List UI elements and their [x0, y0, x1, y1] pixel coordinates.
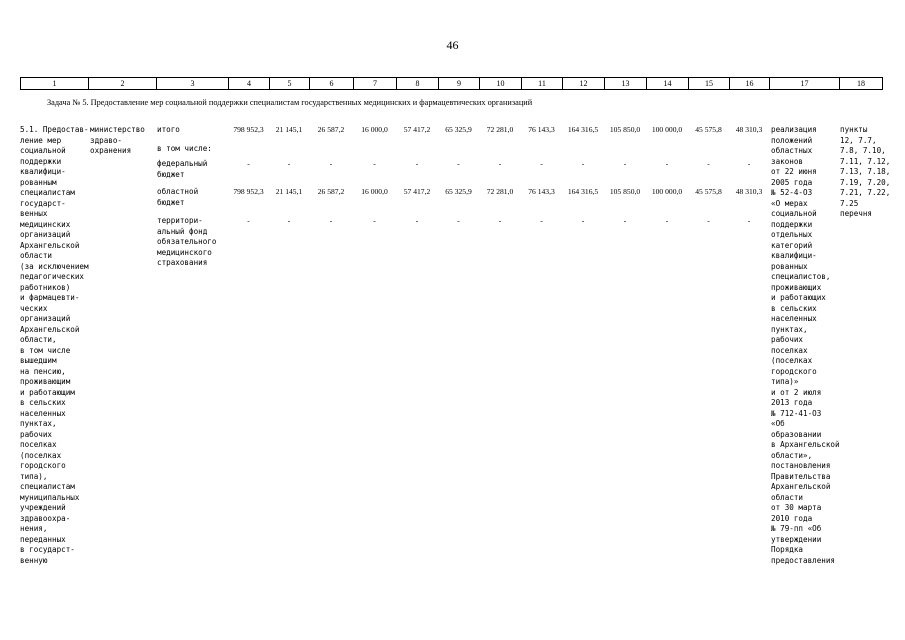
value-tfoms-col-4: -	[247, 216, 250, 225]
value-regional-col-11: 76 143,3	[528, 187, 555, 196]
value-total-col-9: 65 325,9	[445, 125, 472, 134]
responsible-executor: министерство здраво- охранения	[90, 125, 145, 155]
header-col-10: 10	[479, 78, 521, 89]
value-tfoms-col-12: -	[581, 216, 585, 225]
value-total-col-15: 45 575,8	[695, 125, 722, 134]
value-federal-col-16: -	[747, 159, 751, 168]
header-col-12: 12	[562, 78, 604, 89]
value-tfoms-col-5: -	[287, 216, 291, 225]
value-regional-col-10: 72 281,0	[486, 187, 514, 196]
value-tfoms-col-11: -	[540, 216, 543, 225]
value-federal-col-5: -	[287, 159, 291, 168]
value-federal-col-7: -	[373, 159, 376, 168]
value-total-col-12: 164 316,5	[567, 125, 599, 134]
header-col-7: 7	[353, 78, 396, 89]
value-regional-col-8: 57 417,2	[403, 187, 431, 196]
column-number-header	[20, 77, 883, 90]
header-col-1: 1	[20, 78, 88, 89]
source-federal-label: федеральный бюджет	[157, 159, 208, 179]
header-col-5: 5	[269, 78, 309, 89]
value-total-col-13: 105 850,0	[609, 125, 641, 134]
value-tfoms-col-13: -	[623, 216, 627, 225]
value-regional-col-12: 164 316,5	[567, 187, 599, 196]
value-regional-col-16: 48 310,3	[735, 187, 763, 196]
value-total-col-4: 798 952,3	[233, 125, 264, 134]
header-col-18: 18	[839, 78, 883, 89]
value-federal-col-9: -	[457, 159, 460, 168]
task-title: Задача № 5. Предоставление мер социальной поддержки специалистам государственных медицинских и фармацевтических организаций	[47, 98, 533, 107]
header-col-15: 15	[688, 78, 729, 89]
source-including-label: в том числе:	[157, 144, 212, 153]
value-tfoms-col-15: -	[707, 216, 710, 225]
header-col-3: 3	[156, 78, 228, 89]
value-federal-col-8: -	[415, 159, 419, 168]
page-number: 46	[446, 38, 459, 52]
value-federal-col-4: -	[247, 159, 250, 168]
header-col-6: 6	[309, 78, 353, 89]
value-federal-col-13: -	[623, 159, 627, 168]
header-col-14: 14	[646, 78, 688, 89]
header-col-13: 13	[604, 78, 646, 89]
source-total-label: итого	[157, 125, 180, 134]
value-federal-col-14: -	[665, 159, 669, 168]
value-regional-col-7: 16 000,0	[361, 187, 388, 196]
header-col-16: 16	[729, 78, 769, 89]
value-tfoms-col-9: -	[457, 216, 460, 225]
value-tfoms-col-6: -	[329, 216, 333, 225]
value-federal-col-10: -	[498, 159, 502, 168]
value-tfoms-col-16: -	[747, 216, 751, 225]
measure-description: 5.1. Предостав- ление мер социальной поддержки квалифици- рованным специалистам государст- венных медицинских организаций Архангельской области (за исключением педагогических работников) и фармацевти- ческих организаций Архангельской области, в том числе вышедшим на пенсию, проживающим и работающим в сельских населенных пунктах, рабочих поселках (поселках городского типа), специалистам муниципальных учреждений здравоохра- нения, переданных в государст- венную	[20, 125, 89, 565]
value-regional-col-15: 45 575,8	[695, 187, 722, 196]
value-federal-col-15: -	[707, 159, 710, 168]
value-regional-col-4: 798 952,3	[233, 187, 264, 196]
value-total-col-10: 72 281,0	[486, 125, 514, 134]
value-tfoms-col-8: -	[415, 216, 419, 225]
value-total-col-5: 21 145,1	[275, 125, 303, 134]
value-federal-col-6: -	[329, 159, 333, 168]
value-federal-col-12: -	[581, 159, 585, 168]
header-col-8: 8	[396, 78, 438, 89]
source-tfoms-label: территори- альный фонд обязательного медицинского страхования	[157, 216, 217, 267]
source-regional-label: областной бюджет	[157, 187, 199, 207]
value-tfoms-col-10: -	[498, 216, 502, 225]
legal-basis: реализация положений областных законов от 22 июня 2005 года № 52-4-ОЗ «О мерах социальной поддержки отдельных категорий квалифици- рованных специалистов, проживающих и работающих в сельских населенных пунктах, рабочих поселках (поселках городского типа)» и от 2 июля 2013 года № 712-41-ОЗ «Об образовании в Архангельской области», постановления Правительства Архангельской области от 30 марта 2010 года № 79-пп «Об утверждении Порядка предоставления	[771, 125, 840, 565]
value-total-col-7: 16 000,0	[361, 125, 388, 134]
value-regional-col-5: 21 145,1	[275, 187, 303, 196]
value-total-col-11: 76 143,3	[528, 125, 555, 134]
value-total-col-16: 48 310,3	[735, 125, 763, 134]
value-regional-col-13: 105 850,0	[609, 187, 641, 196]
value-tfoms-col-14: -	[665, 216, 669, 225]
value-federal-col-11: -	[540, 159, 543, 168]
value-regional-col-6: 26 587,2	[317, 187, 345, 196]
header-col-11: 11	[521, 78, 562, 89]
header-col-17: 17	[769, 78, 839, 89]
value-regional-col-9: 65 325,9	[445, 187, 472, 196]
header-col-4: 4	[228, 78, 269, 89]
value-total-col-8: 57 417,2	[403, 125, 431, 134]
header-col-9: 9	[438, 78, 479, 89]
indicator-references: пункты 12, 7.7, 7.8, 7.10, 7.11, 7.12, 7.13, 7.18, 7.19, 7.20, 7.21, 7.22, 7.25 перечня	[840, 125, 891, 218]
value-regional-col-14: 100 000,0	[651, 187, 683, 196]
value-total-col-6: 26 587,2	[317, 125, 345, 134]
value-tfoms-col-7: -	[373, 216, 376, 225]
value-total-col-14: 100 000,0	[651, 125, 683, 134]
header-col-2: 2	[88, 78, 156, 89]
